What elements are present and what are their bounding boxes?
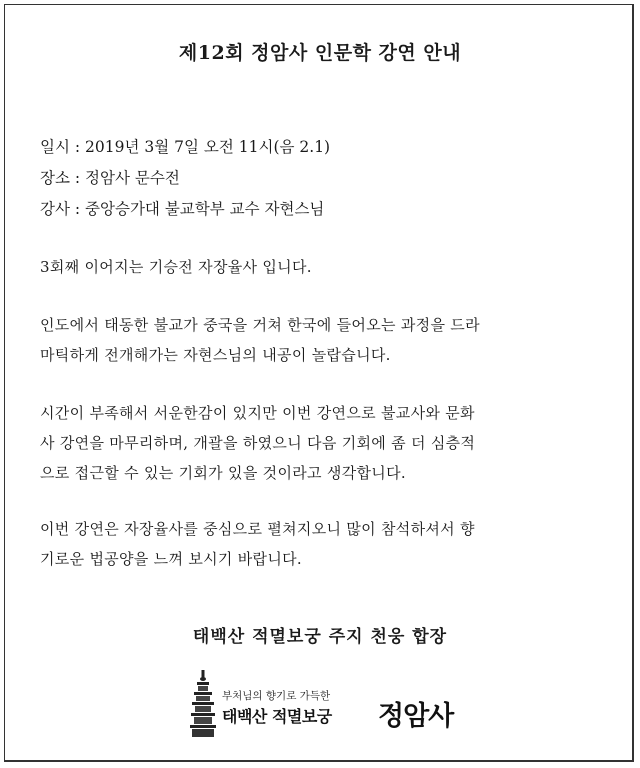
- paragraph-line: 시간이 부족해서 서운한감이 있지만 이번 강연으로 불교사와 문화: [40, 404, 475, 422]
- paragraph-line: 기로운 법공양을 느껴 보시기 바랍니다.: [40, 550, 302, 568]
- signature: 태백산 적멸보궁 주지 천웅 합장: [192, 627, 448, 647]
- paragraph-line: 이번 강연은 자장율사를 중심으로 펼쳐지오니 많이 참석하셔서 향: [40, 520, 475, 538]
- logo-temple-name: 정암사: [378, 701, 454, 732]
- paragraph-line: 3회째 이어지는 기승전 자장율사 입니다.: [40, 258, 312, 276]
- paragraph-line: 마틱하게 전개해가는 자현스님의 내공이 놀랍습니다.: [40, 346, 391, 364]
- paragraph-intro: [40, 252, 610, 282]
- logo-place: 태백산 적멸보궁: [222, 707, 332, 726]
- paragraph-line: 으로 접근할 수 있는 기회가 있을 것이라고 생각합니다.: [40, 464, 406, 482]
- paragraph-line: 인도에서 태동한 불교가 중국을 거쳐 한국에 들어오는 과정을 드라: [40, 316, 480, 334]
- logo-slogan: 부처님의 향기로 가득한: [222, 690, 331, 702]
- document-frame: [4, 4, 634, 762]
- paragraph-line: 사 강연을 마무리하며, 개괄을 하였으니 다음 기회에 좀 더 심층적: [40, 434, 476, 452]
- pagoda-icon: [188, 670, 218, 740]
- paragraph-history: [40, 310, 610, 370]
- event-place: 장소 : 정암사 문수전: [40, 169, 180, 187]
- document-title: 제12회 정암사 인문학 강연 안내: [178, 42, 462, 64]
- temple-logo: [188, 670, 458, 740]
- paragraph-closing: [40, 398, 610, 488]
- paragraph-invitation: [40, 514, 610, 574]
- event-lecturer: 강사 : 중앙승가대 불교학부 교수 자현스님: [40, 200, 325, 218]
- event-date: 일시 : 2019년 3월 7일 오전 11시(음 2.1): [40, 138, 331, 156]
- event-info: [40, 132, 600, 225]
